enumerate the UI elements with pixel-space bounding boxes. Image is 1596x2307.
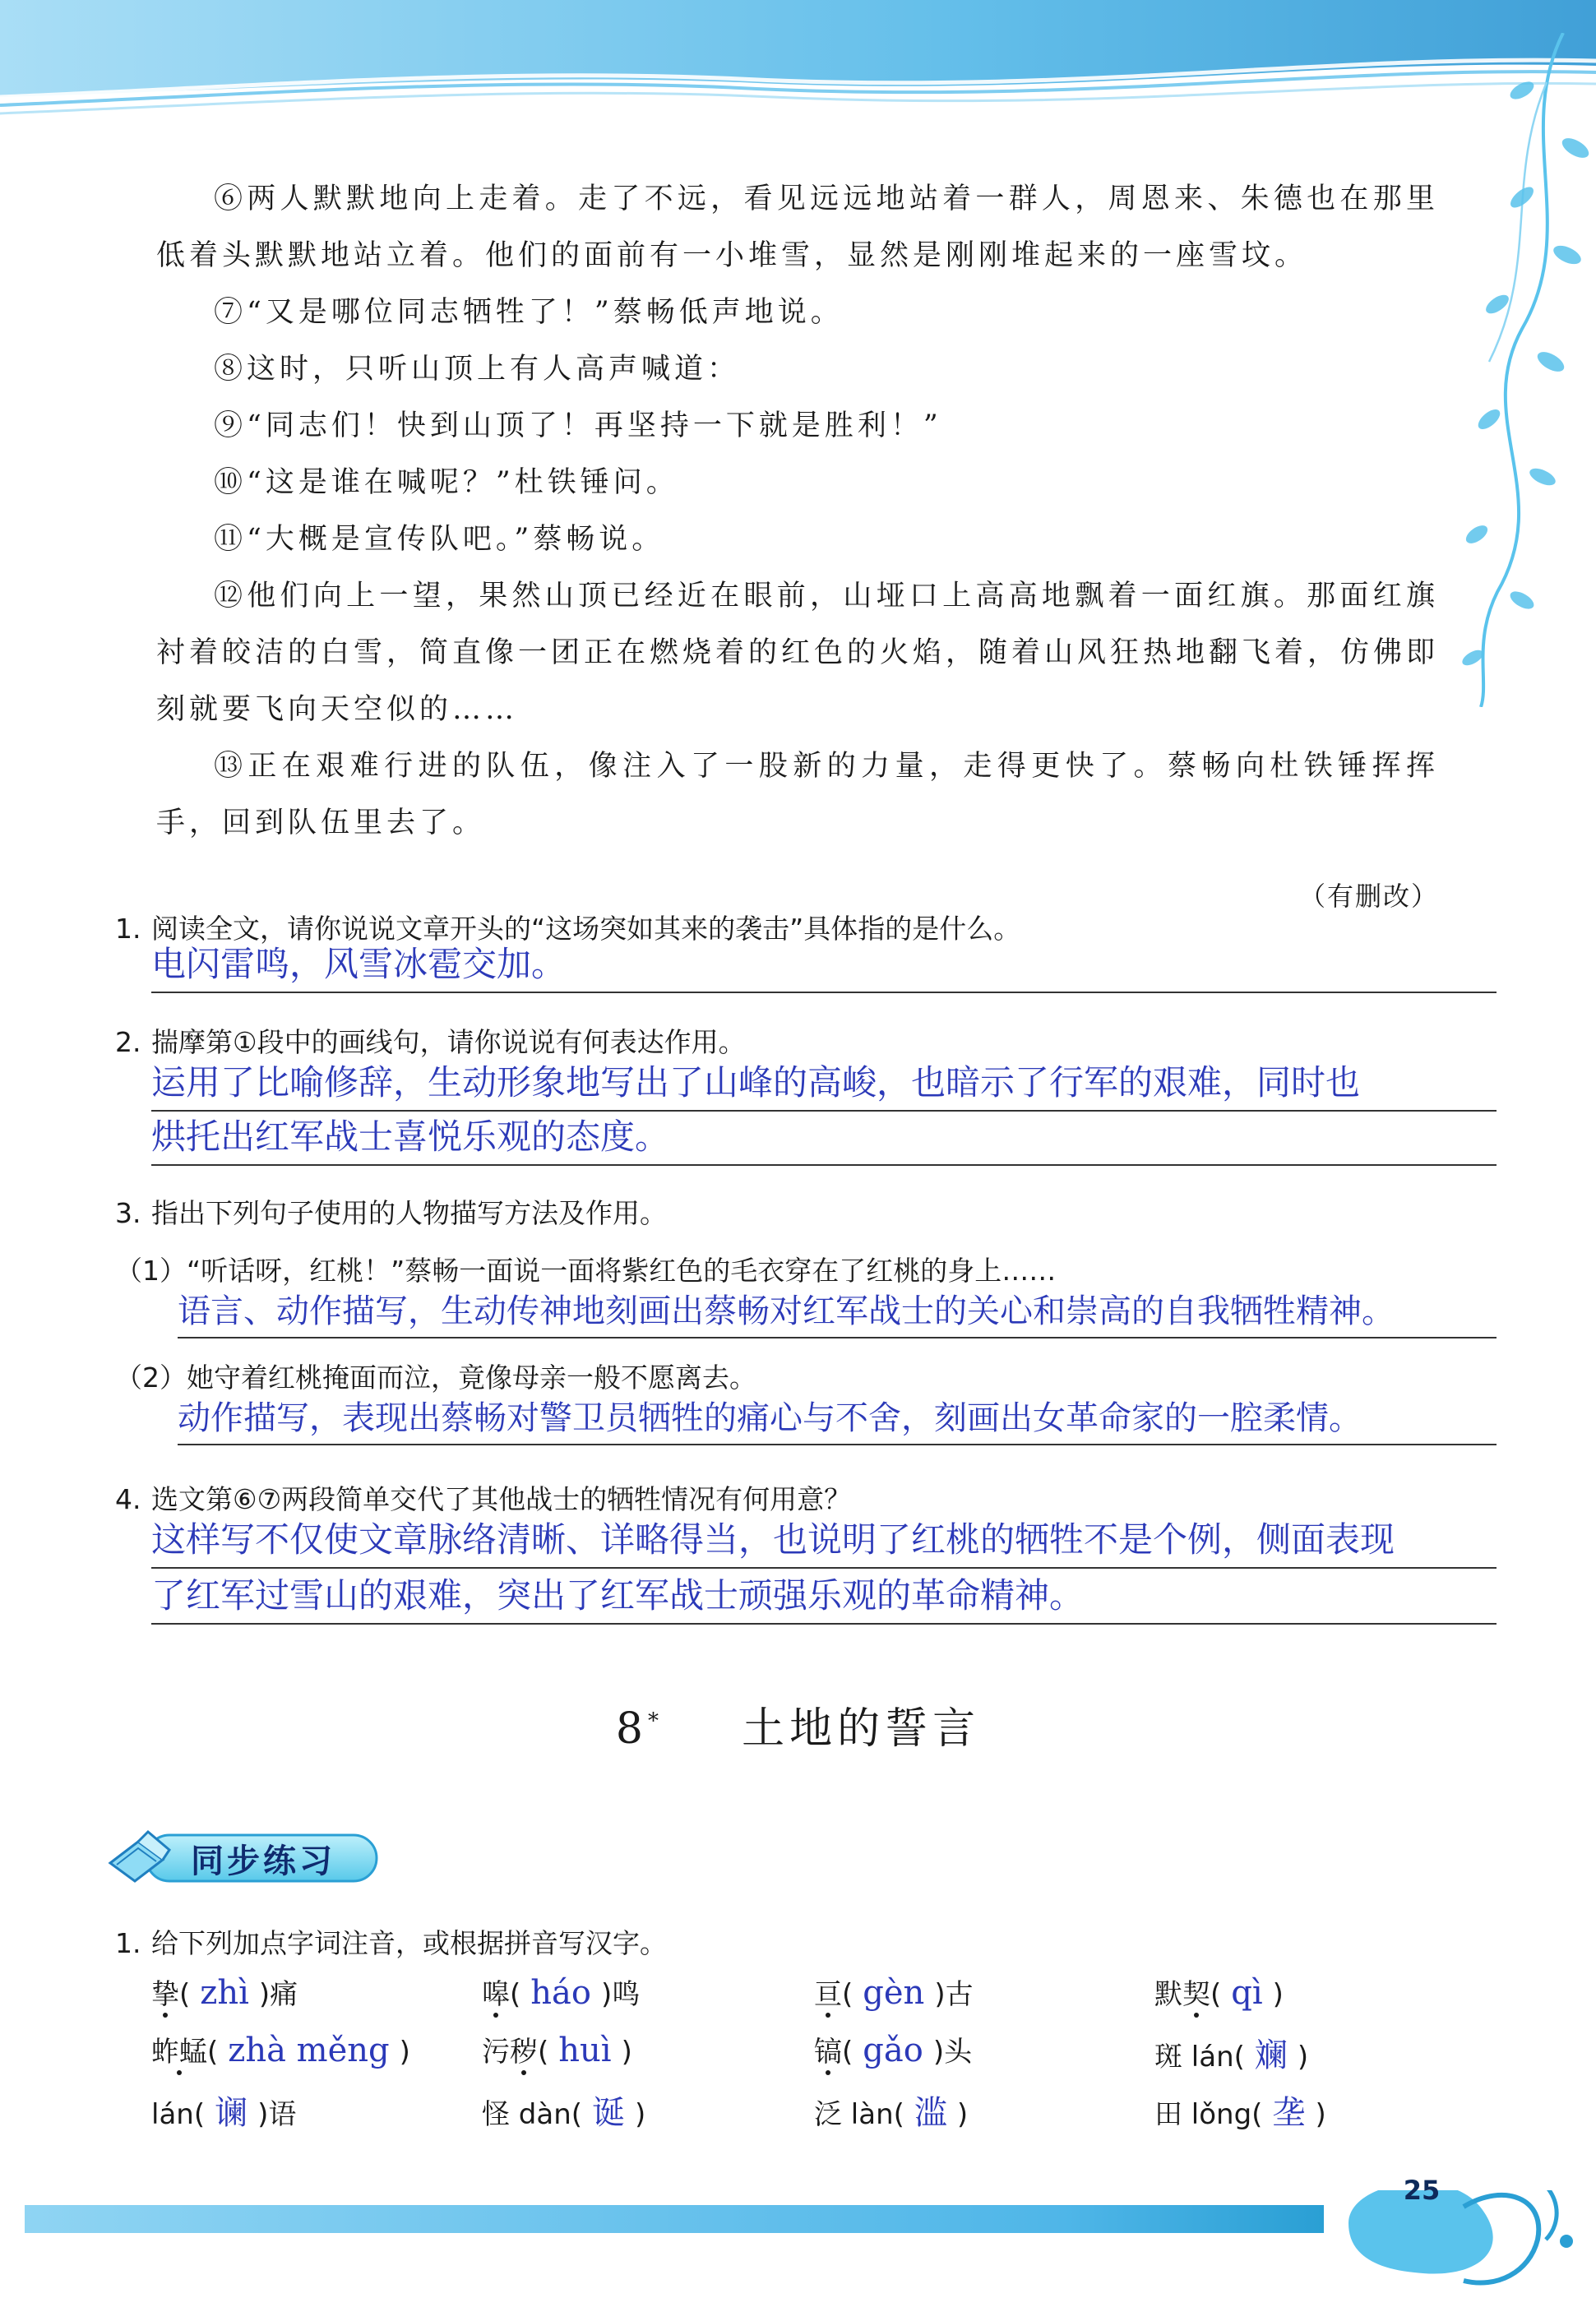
sub-text: 她守着红桃掩面而泣，竟像母亲一般不愿离去。 xyxy=(187,1362,756,1394)
pinyin-item: 田 lǒng( 垄 ) xyxy=(1154,2094,1326,2132)
answer-line[interactable] xyxy=(151,1569,1497,1625)
pinyin-item: 嗥( háo )鸣 xyxy=(482,1974,641,2012)
answer-fill[interactable]: gèn xyxy=(863,1974,925,2012)
question-2 xyxy=(115,1023,1497,1166)
answer-fill[interactable]: zhì xyxy=(200,1974,249,2012)
sub-label: （1） xyxy=(115,1255,187,1287)
answer-fill[interactable]: 垄 xyxy=(1272,2094,1306,2132)
pinyin-item: 亘( gèn )古 xyxy=(814,1974,974,2012)
answer-line[interactable] xyxy=(151,944,1497,993)
question-number: 3. xyxy=(115,1197,141,1229)
paragraph-11: ⑪“大概是宣传队吧。”蔡畅说。 xyxy=(214,523,665,556)
sub-label: （2） xyxy=(115,1362,187,1394)
answer-line[interactable] xyxy=(151,1519,1497,1569)
answer-text: 动作描写，表现出蔡畅对警卫员牺牲的痛心与不舍，刻画出女革命家的一腔柔情。 xyxy=(178,1399,1362,1437)
answer-fill[interactable]: háo xyxy=(530,1974,591,2012)
question-4 xyxy=(115,1480,1497,1625)
source-note: （有删改） xyxy=(1298,881,1439,912)
reading-passage xyxy=(156,171,1439,925)
pinyin-item: 怪 dàn( 诞 ) xyxy=(482,2094,646,2132)
answer-text: 了红军过雪山的艰难，突出了红军战士顽强乐观的革命精神。 xyxy=(151,1575,1085,1616)
sub-text: “听话呀，红桃！”蔡畅一面说一面将紫红色的毛衣穿在了红桃的身上…… xyxy=(187,1255,1057,1287)
question-number: 1. xyxy=(115,913,141,945)
question-number: 4. xyxy=(115,1483,141,1515)
pinyin-item: 挚( zhì )痛 xyxy=(151,1974,298,2012)
pinyin-item: 污秽( huì ) xyxy=(482,2032,632,2069)
answer-line[interactable] xyxy=(178,1398,1497,1445)
answer-text: 烘托出红军战士喜悦乐观的态度。 xyxy=(151,1117,670,1157)
lesson-number: 8 xyxy=(615,1704,648,1754)
question-text: 给下列加点字词注音，或根据拼音写汉字。 xyxy=(151,1927,667,1959)
question-3 xyxy=(115,1194,1497,1445)
page-number: 25 xyxy=(1403,2175,1441,2206)
question-text: 阅读全文，请你说说文章开头的“这场突如其来的袭击”具体指的是什么。 xyxy=(151,913,1021,945)
section-label: 同步练习 xyxy=(191,1842,335,1880)
answer-fill[interactable]: zhà měng xyxy=(228,2032,390,2069)
pinyin-item: 镐( gǎo )头 xyxy=(814,2032,973,2069)
answer-fill[interactable]: 斓 xyxy=(1254,2037,1288,2074)
paragraph-12: ⑫他们向上一望，果然山顶已经近在眼前，山垭口上高高地飘着一面红旗。那面红旗衬着皎洁的白雪，简直像一团正在燃烧着的红色的火焰，随着山风狂热地翻飞着，仿佛即刻就要飞向天空似的…… xyxy=(156,580,1440,726)
question-number: 2. xyxy=(115,1026,141,1058)
pinyin-item: 默契( qì ) xyxy=(1154,1974,1284,2012)
answer-line[interactable] xyxy=(151,1062,1497,1112)
answer-fill[interactable]: 滥 xyxy=(914,2094,947,2132)
lesson-mark: * xyxy=(648,1708,664,1734)
pinyin-item: 斑 lán( 斓 ) xyxy=(1154,2037,1309,2074)
answer-text: 运用了比喻修辞，生动形象地写出了山峰的高峻，也暗示了行军的艰难，同时也 xyxy=(151,1062,1361,1103)
answer-fill[interactable]: qì xyxy=(1231,1974,1263,2012)
paragraph-10: ⑩“这是谁在喊呢？”杜铁锤问。 xyxy=(214,466,679,499)
question-1 xyxy=(115,909,1497,993)
answer-fill[interactable]: gǎo xyxy=(863,2032,923,2069)
answer-text: 这样写不仅使文章脉络清晰、详略得当，也说明了红桃的牺牲不是个例，侧面表现 xyxy=(151,1519,1395,1560)
pinyin-item: 蚱蜢( zhà měng ) xyxy=(151,2032,410,2069)
question-number: 1. xyxy=(115,1927,141,1959)
lesson-title xyxy=(0,1694,1596,1755)
paragraph-7: ⑦“又是哪位同志牺牲了！”蔡畅低声地说。 xyxy=(214,296,844,329)
pinyin-item: lán( 谰 )语 xyxy=(151,2094,297,2132)
answer-fill[interactable]: 诞 xyxy=(592,2094,626,2132)
paragraph-9: ⑨“同志们！快到山顶了！再坚持一下就是胜利！” xyxy=(214,409,942,442)
pinyin-question xyxy=(115,1924,667,1963)
top-wave-band xyxy=(0,0,1596,123)
answer-line[interactable] xyxy=(151,1112,1497,1166)
answer-text: 电闪雷鸣，风雪冰雹交加。 xyxy=(151,944,567,984)
question-text: 指出下列句子使用的人物描写方法及作用。 xyxy=(151,1197,667,1229)
bottom-band xyxy=(0,2190,1596,2307)
paragraph-6: ⑥两人默默地向上走着。走了不远，看见远远地站着一群人，周恩来、朱德也在那里低着头默默地站立着。他们的面前有一小堆雪，显然是刚刚堆起来的一座雪坟。 xyxy=(156,183,1439,272)
answer-fill[interactable]: huì xyxy=(558,2032,612,2069)
paragraph-13: ⑬正在艰难行进的队伍，像注入了一股新的力量，走得更快了。蔡畅向杜铁锤挥挥手，回到队伍里去了。 xyxy=(156,750,1439,839)
question-text: 揣摩第①段中的画线句，请你说说有何表达作用。 xyxy=(151,1026,746,1058)
paragraph-8: ⑧这时，只听山顶上有人高声喊道： xyxy=(214,353,741,386)
question-text: 选文第⑥⑦两段简单交代了其他战士的牺牲情况有何用意？ xyxy=(151,1483,852,1515)
lesson-name: 土地的誓言 xyxy=(742,1704,981,1754)
answer-fill[interactable]: 谰 xyxy=(215,2094,248,2132)
answer-line[interactable] xyxy=(178,1291,1497,1338)
answer-text: 语言、动作描写，生动传神地刻画出蔡畅对红军战士的关心和崇高的自我牺牲精神。 xyxy=(178,1292,1395,1330)
pinyin-item: 泛 làn( 滥 ) xyxy=(814,2094,969,2132)
